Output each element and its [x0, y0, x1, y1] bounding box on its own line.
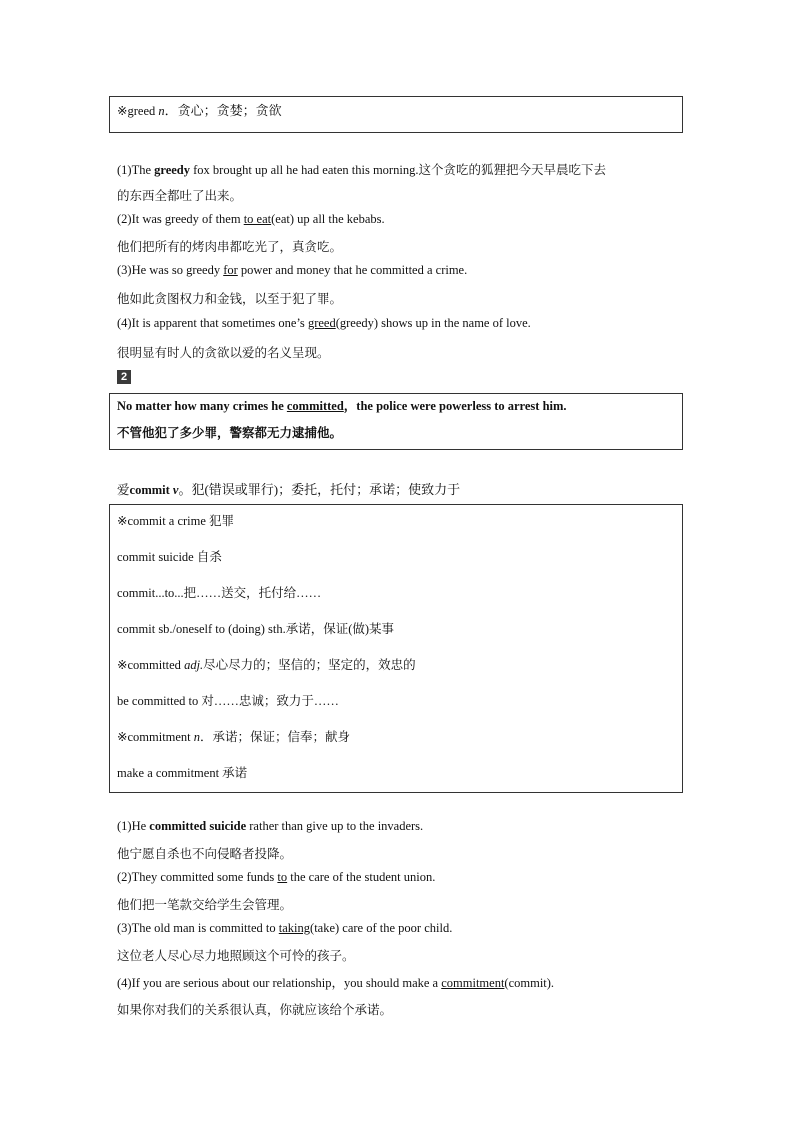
- commit-example-1-en: (1)He committed suicide rather than give up to the invaders.: [117, 819, 424, 833]
- example-4-zh: 很明显有时人的贪欲以爱的名义呈现。: [117, 346, 330, 360]
- usage-item: ※committed adj.尽心尽力的；坚信的；坚定的，效忠的: [117, 658, 416, 672]
- commit-example-1-zh: 他宁愿自杀也不向侵略者投降。: [117, 847, 293, 861]
- example-1-en: (1)The greedy fox brought up all he had eaten this morning.这个贪吃的狐狸把今天早晨吃下去: [117, 163, 606, 177]
- example-4-en: (4)It is apparent that sometimes one’s greed(greedy) shows up in the name of love.: [117, 316, 531, 330]
- example-2-en: (2)It was greedy of them to eat(eat) up all the kebabs.: [117, 212, 385, 226]
- commit-example-2-zh: 他们把一笔款交给学生会管理。: [117, 898, 293, 912]
- usage-item: be committed to 对……忠诚；致力于……: [117, 694, 339, 708]
- commit-example-2-en: (2)They committed some funds to the care of the student union.: [117, 870, 436, 884]
- commit-example-4-en: (4)If you are serious about our relationship，you should make a commitment(commit).: [117, 976, 555, 990]
- key-sentence-en: No matter how many crimes he committed，the police were powerless to arrest him.: [117, 399, 567, 413]
- usage-item: commit...to...把……送交，托付给……: [117, 586, 322, 600]
- greed-definition: [117, 103, 282, 119]
- commit-example-3-en: (3)The old man is committed to taking(take) care of the poor child.: [117, 921, 453, 935]
- usage-item: ※commit a crime 犯罪: [117, 514, 235, 528]
- commit-heading: 爱commit v。犯(错误或罪行)；委托，托付；承诺；使致力于: [117, 482, 461, 497]
- usage-item: commit suicide 自杀: [117, 550, 222, 564]
- definition: ．贪心；贪婪；贪欲: [164, 103, 282, 118]
- section-number-badge: 2: [117, 370, 131, 384]
- usage-item: make a commitment 承诺: [117, 766, 248, 780]
- commit-example-3-zh: 这位老人尽心尽力地照顾这个可怜的孩子。: [117, 949, 355, 963]
- example-3-en: (3)He was so greedy for power and money that he committed a crime.: [117, 263, 468, 277]
- example-1-zh: 的东西全都吐了出来。: [117, 189, 243, 203]
- commit-example-4-zh: 如果你对我们的关系很认真，你就应该给个承诺。: [117, 1003, 393, 1017]
- usage-item: ※commitment n．承诺；保证；信奉；献身: [117, 730, 351, 744]
- key-sentence-zh: 不管他犯了多少罪，警察都无力逮捕他。: [117, 426, 343, 440]
- example-3-zh: 他如此贪图权力和金钱，以至于犯了罪。: [117, 292, 343, 306]
- usage-item: commit sb./oneself to (doing) sth.承诺，保证(做)某事: [117, 622, 395, 636]
- headword: greed: [127, 104, 156, 118]
- example-2-zh: 他们把所有的烤肉串都吃光了，真贪吃。: [117, 240, 343, 254]
- reference-mark: ※: [117, 104, 128, 118]
- part-of-speech: n: [158, 104, 165, 118]
